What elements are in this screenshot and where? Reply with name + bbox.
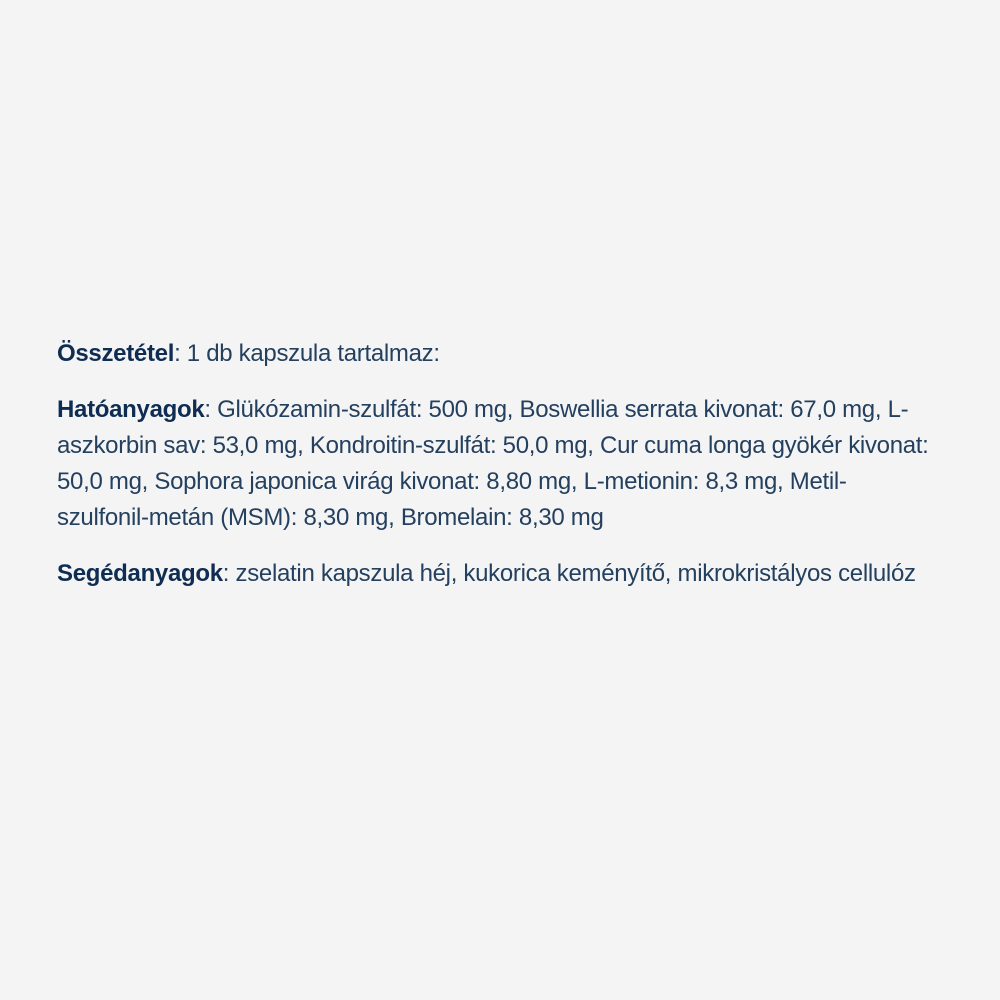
excipients-paragraph <box>57 556 937 592</box>
composition-label: Összetétel <box>57 340 175 367</box>
excipients-text: : zselatin kapszula héj, kukorica keményítő, mikrokristályos cellulóz <box>222 560 916 587</box>
ingredients-section <box>57 336 937 592</box>
excipients-label: Segédanyagok <box>57 560 223 587</box>
active-ingredients-paragraph <box>57 392 937 536</box>
active-ingredients-text: : Glükózamin-szulfát: 500 mg, Boswellia serrata kivonat: 67,0 mg, L-aszkorbin sav: 53,0 mg, Kondroitin-szulfát: 50,0 mg, Cur cuma longa gyökér kivonat: 50,0 mg, Sophora japonica virág kivonat: 8,80 mg, L-metionin: 8,3 mg, Metil-szulfonil-metán (MSM): 8,30 mg, Bromelain: 8,30 mg <box>57 396 929 531</box>
composition-text: : 1 db kapszula tartalmaz: <box>174 340 440 367</box>
active-ingredients-label: Hatóanyagok <box>57 396 205 423</box>
composition-paragraph <box>57 336 937 372</box>
